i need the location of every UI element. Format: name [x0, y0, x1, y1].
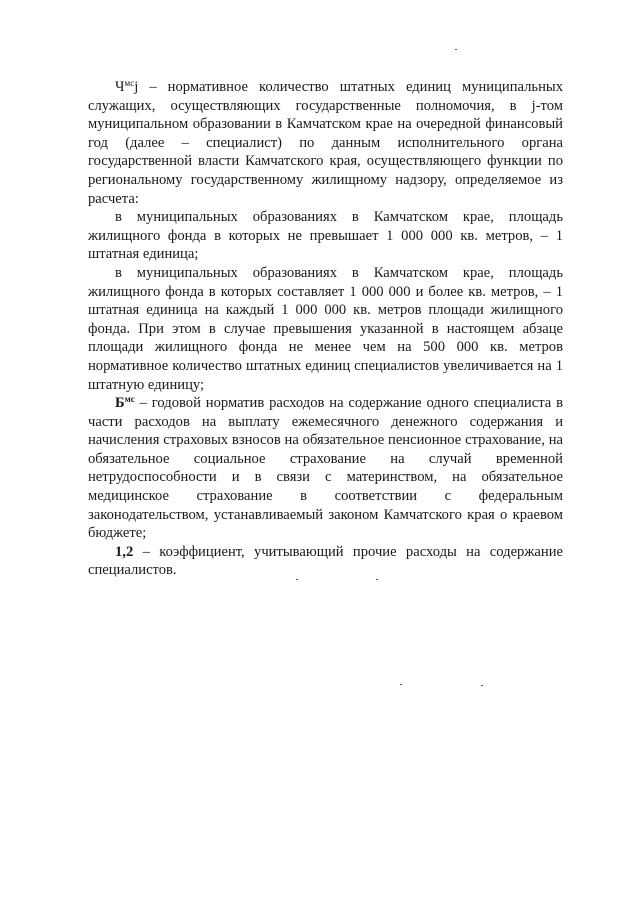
symbol-b: Б [115, 395, 125, 412]
coefficient-value: 1,2 [115, 543, 134, 560]
paragraph-staff-units-definition [88, 78, 563, 208]
paragraph-large-housing-fund: в муниципальных образованиях в Камчатском крае, площадь жилищного фонда в которых составляет 1 000 000 и более кв. метров, – 1 штатная единица на каждый 1 000 000 кв. метров площади жилищного фонда. При этом в случае превышения указанной в настоящем абзаце площади жилищного фонда не менее чем на 500 000 кв. метров нормативное количество штатных единиц специалистов увеличивается на 1 штатную единицу; [88, 264, 563, 393]
paragraph-coefficient-definition [88, 543, 563, 580]
paragraph-annual-norm-definition [88, 394, 563, 543]
scan-speck [376, 579, 378, 580]
scan-speck [455, 49, 457, 50]
scan-speck [481, 685, 483, 686]
symbol-b-superscript: мс [124, 394, 135, 405]
symbol-ch: Ч [115, 79, 125, 95]
scan-speck [296, 579, 298, 580]
symbol-ch-superscript: мс [124, 78, 135, 88]
paragraph-text: – нормативное количество штатных единиц муниципальных служащих, осуществляющих государственные полномочия, в j-том муниципальном образовании в Камчатском крае на очередной финансовый год (далее – специалист) по данным исполнительного органа государственной власти Камчатского края, осуществляющего функции по региональному государственному жилищному надзору, определяемое из расчета: [88, 79, 563, 207]
paragraph-text: – коэффициент, учитывающий прочие расходы на содержание специалистов. [88, 543, 563, 579]
paragraph-small-housing-fund: в муниципальных образованиях в Камчатском крае, площадь жилищного фонда в которых не превышает 1 000 000 кв. метров, – 1 штатная единица; [88, 209, 563, 263]
scan-speck [400, 684, 402, 685]
document-body [88, 78, 563, 580]
paragraph-text: – годовой норматив расходов на содержание одного специалиста в части расходов на выплату ежемесячного денежного содержания и начисления страховых взносов на обязательное пенсионное страхование, на обязательное социальное страхование на случай временной нетрудоспособности и в связи с материнством, на обязательное медицинское страхование в соответствии с федеральным законодательством, устанавливаемый законом Камчатского края о краевом бюджете; [88, 395, 563, 542]
symbol-ch-index: j [134, 79, 139, 95]
